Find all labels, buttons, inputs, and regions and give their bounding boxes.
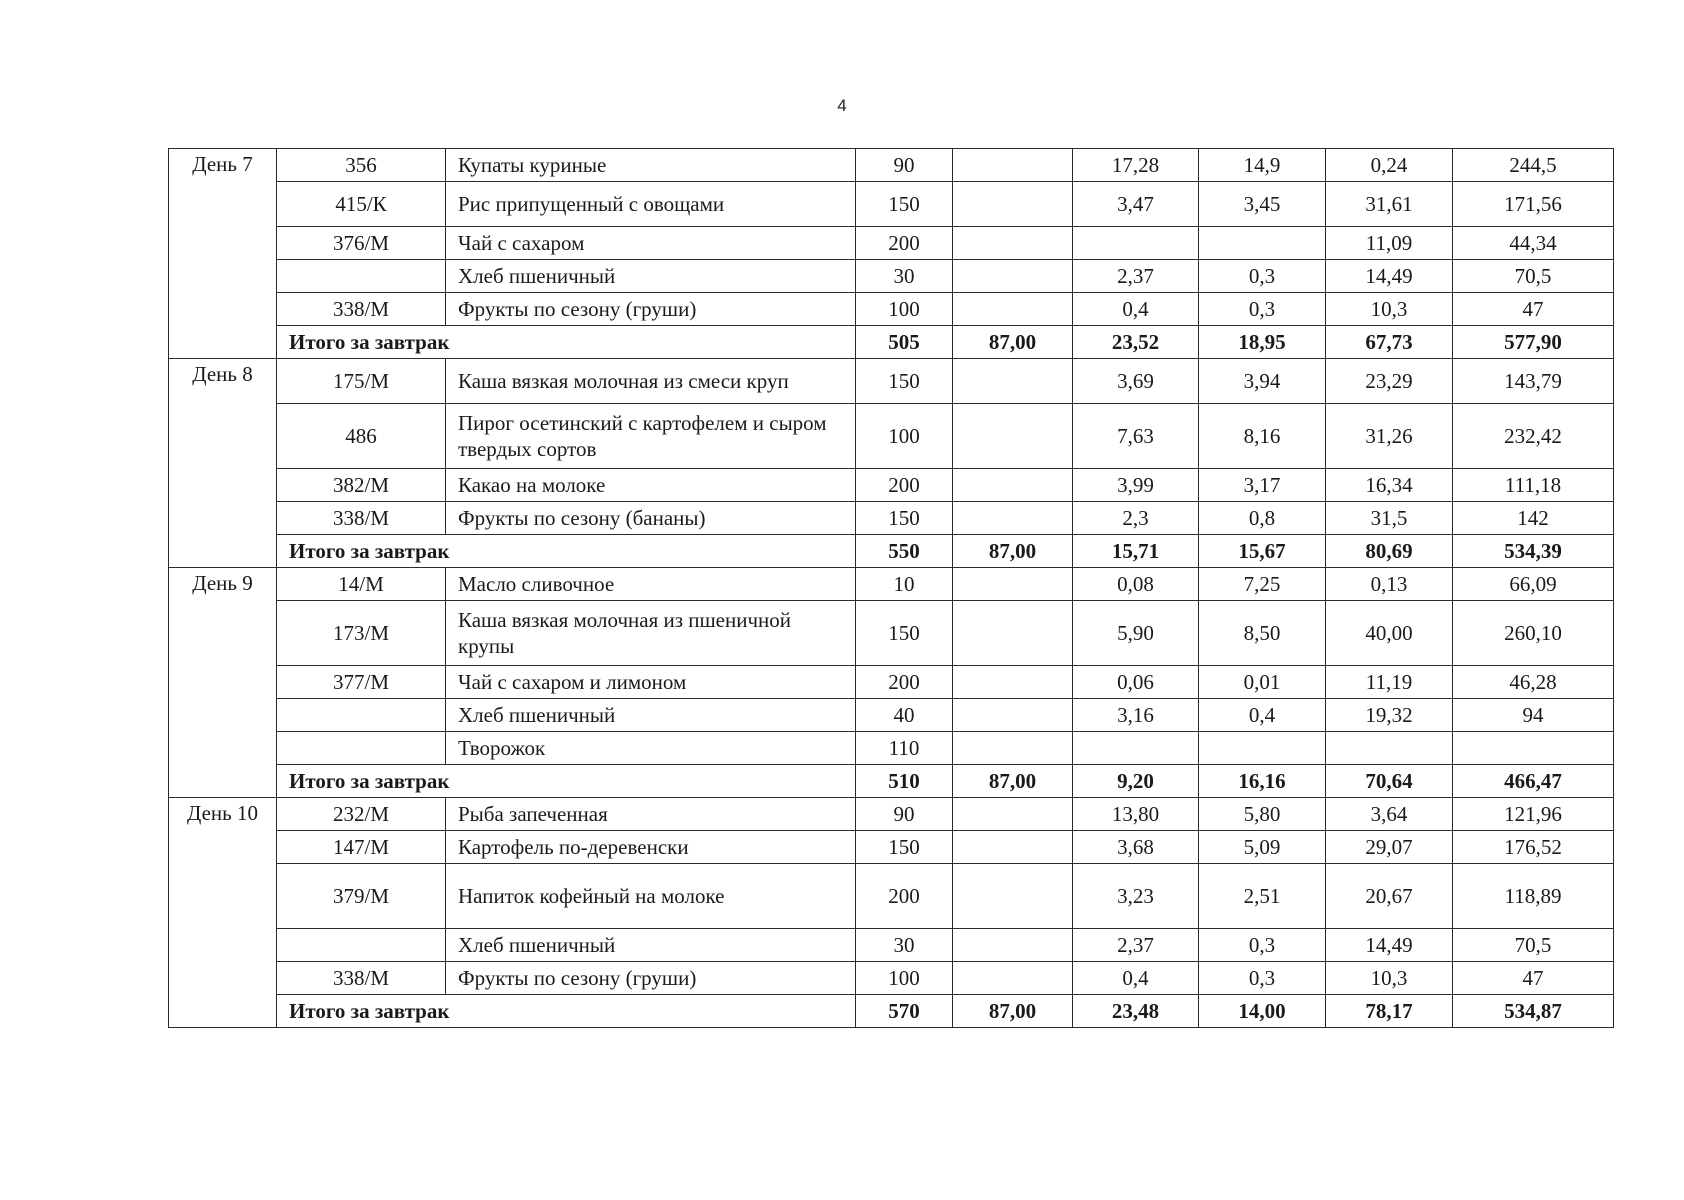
total-energy-value: 466,47 bbox=[1453, 765, 1614, 798]
total-row bbox=[169, 995, 1614, 1028]
table-row bbox=[169, 732, 1614, 765]
table-row bbox=[169, 831, 1614, 864]
total-weight: 550 bbox=[856, 535, 953, 568]
total-protein: 23,52 bbox=[1073, 326, 1199, 359]
carbs: 19,32 bbox=[1326, 699, 1453, 732]
total-price: 87,00 bbox=[953, 995, 1073, 1028]
recipe-code: 338/М bbox=[277, 962, 446, 995]
price bbox=[953, 260, 1073, 293]
dish-name: Чай с сахаром и лимоном bbox=[446, 666, 856, 699]
portion-weight: 90 bbox=[856, 149, 953, 182]
breakfast-menu-table bbox=[168, 148, 1614, 1028]
fat: 5,09 bbox=[1199, 831, 1326, 864]
page-number: 4 bbox=[837, 96, 847, 115]
protein: 3,99 bbox=[1073, 469, 1199, 502]
protein: 7,63 bbox=[1073, 404, 1199, 469]
price bbox=[953, 929, 1073, 962]
protein: 2,37 bbox=[1073, 260, 1199, 293]
fat bbox=[1199, 227, 1326, 260]
energy-value: 171,56 bbox=[1453, 182, 1614, 227]
total-energy-value: 577,90 bbox=[1453, 326, 1614, 359]
dish-name: Картофель по-деревенски bbox=[446, 831, 856, 864]
total-fat: 14,00 bbox=[1199, 995, 1326, 1028]
table-row bbox=[169, 864, 1614, 929]
table-row bbox=[169, 798, 1614, 831]
portion-weight: 10 bbox=[856, 568, 953, 601]
protein: 17,28 bbox=[1073, 149, 1199, 182]
recipe-code: 377/М bbox=[277, 666, 446, 699]
energy-value: 176,52 bbox=[1453, 831, 1614, 864]
recipe-code: 232/М bbox=[277, 798, 446, 831]
carbs: 23,29 bbox=[1326, 359, 1453, 404]
total-weight: 510 bbox=[856, 765, 953, 798]
price bbox=[953, 699, 1073, 732]
table-row bbox=[169, 568, 1614, 601]
total-price: 87,00 bbox=[953, 535, 1073, 568]
day-label: День 7 bbox=[169, 149, 277, 359]
energy-value: 70,5 bbox=[1453, 260, 1614, 293]
carbs bbox=[1326, 732, 1453, 765]
total-carbs: 70,64 bbox=[1326, 765, 1453, 798]
table-row bbox=[169, 666, 1614, 699]
total-weight: 505 bbox=[856, 326, 953, 359]
carbs: 14,49 bbox=[1326, 260, 1453, 293]
total-fat: 18,95 bbox=[1199, 326, 1326, 359]
price bbox=[953, 732, 1073, 765]
dish-name: Рис припущенный с овощами bbox=[446, 182, 856, 227]
fat: 0,3 bbox=[1199, 293, 1326, 326]
energy-value: 244,5 bbox=[1453, 149, 1614, 182]
portion-weight: 150 bbox=[856, 502, 953, 535]
table-row bbox=[169, 149, 1614, 182]
total-label: Итого за завтрак bbox=[277, 326, 856, 359]
dish-name: Хлеб пшеничный bbox=[446, 260, 856, 293]
protein: 3,23 bbox=[1073, 864, 1199, 929]
total-protein: 15,71 bbox=[1073, 535, 1199, 568]
price bbox=[953, 502, 1073, 535]
day-label: День 8 bbox=[169, 359, 277, 568]
protein bbox=[1073, 732, 1199, 765]
fat: 0,3 bbox=[1199, 929, 1326, 962]
portion-weight: 100 bbox=[856, 404, 953, 469]
energy-value: 111,18 bbox=[1453, 469, 1614, 502]
carbs: 10,3 bbox=[1326, 293, 1453, 326]
total-label: Итого за завтрак bbox=[277, 995, 856, 1028]
carbs: 10,3 bbox=[1326, 962, 1453, 995]
energy-value: 47 bbox=[1453, 962, 1614, 995]
table-row bbox=[169, 962, 1614, 995]
recipe-code: 175/М bbox=[277, 359, 446, 404]
total-fat: 15,67 bbox=[1199, 535, 1326, 568]
fat: 8,50 bbox=[1199, 601, 1326, 666]
fat: 0,3 bbox=[1199, 260, 1326, 293]
price bbox=[953, 227, 1073, 260]
total-label: Итого за завтрак bbox=[277, 535, 856, 568]
total-carbs: 78,17 bbox=[1326, 995, 1453, 1028]
portion-weight: 30 bbox=[856, 929, 953, 962]
portion-weight: 200 bbox=[856, 864, 953, 929]
recipe-code: 147/М bbox=[277, 831, 446, 864]
table-row bbox=[169, 260, 1614, 293]
price bbox=[953, 149, 1073, 182]
recipe-code: 356 bbox=[277, 149, 446, 182]
table-row bbox=[169, 929, 1614, 962]
dish-name: Купаты куриные bbox=[446, 149, 856, 182]
carbs: 0,13 bbox=[1326, 568, 1453, 601]
recipe-code: 379/М bbox=[277, 864, 446, 929]
dish-name: Каша вязкая молочная из пшеничной крупы bbox=[446, 601, 856, 666]
dish-name: Каша вязкая молочная из смеси круп bbox=[446, 359, 856, 404]
carbs: 3,64 bbox=[1326, 798, 1453, 831]
portion-weight: 150 bbox=[856, 601, 953, 666]
dish-name: Фрукты по сезону (груши) bbox=[446, 962, 856, 995]
portion-weight: 200 bbox=[856, 227, 953, 260]
protein: 13,80 bbox=[1073, 798, 1199, 831]
protein: 3,47 bbox=[1073, 182, 1199, 227]
protein: 0,4 bbox=[1073, 293, 1199, 326]
table-row bbox=[169, 227, 1614, 260]
energy-value: 47 bbox=[1453, 293, 1614, 326]
energy-value: 66,09 bbox=[1453, 568, 1614, 601]
recipe-code: 486 bbox=[277, 404, 446, 469]
price bbox=[953, 469, 1073, 502]
fat: 3,45 bbox=[1199, 182, 1326, 227]
energy-value: 260,10 bbox=[1453, 601, 1614, 666]
table-row bbox=[169, 182, 1614, 227]
total-weight: 570 bbox=[856, 995, 953, 1028]
carbs: 40,00 bbox=[1326, 601, 1453, 666]
total-protein: 23,48 bbox=[1073, 995, 1199, 1028]
recipe-code bbox=[277, 732, 446, 765]
protein: 5,90 bbox=[1073, 601, 1199, 666]
total-fat: 16,16 bbox=[1199, 765, 1326, 798]
price bbox=[953, 293, 1073, 326]
carbs: 11,19 bbox=[1326, 666, 1453, 699]
carbs: 11,09 bbox=[1326, 227, 1453, 260]
carbs: 31,5 bbox=[1326, 502, 1453, 535]
protein: 0,4 bbox=[1073, 962, 1199, 995]
day-label: День 9 bbox=[169, 568, 277, 798]
recipe-code: 338/М bbox=[277, 293, 446, 326]
carbs: 0,24 bbox=[1326, 149, 1453, 182]
dish-name: Какао на молоке bbox=[446, 469, 856, 502]
total-price: 87,00 bbox=[953, 765, 1073, 798]
dish-name: Масло сливочное bbox=[446, 568, 856, 601]
energy-value: 94 bbox=[1453, 699, 1614, 732]
dish-name: Чай с сахаром bbox=[446, 227, 856, 260]
fat bbox=[1199, 732, 1326, 765]
dish-name: Творожок bbox=[446, 732, 856, 765]
recipe-code: 173/М bbox=[277, 601, 446, 666]
recipe-code: 382/М bbox=[277, 469, 446, 502]
recipe-code: 415/К bbox=[277, 182, 446, 227]
carbs: 31,61 bbox=[1326, 182, 1453, 227]
fat: 0,8 bbox=[1199, 502, 1326, 535]
portion-weight: 40 bbox=[856, 699, 953, 732]
fat: 2,51 bbox=[1199, 864, 1326, 929]
protein: 2,37 bbox=[1073, 929, 1199, 962]
table-row bbox=[169, 469, 1614, 502]
total-row bbox=[169, 535, 1614, 568]
dish-name: Фрукты по сезону (груши) bbox=[446, 293, 856, 326]
price bbox=[953, 568, 1073, 601]
carbs: 31,26 bbox=[1326, 404, 1453, 469]
energy-value: 232,42 bbox=[1453, 404, 1614, 469]
total-energy-value: 534,87 bbox=[1453, 995, 1614, 1028]
price bbox=[953, 404, 1073, 469]
fat: 0,01 bbox=[1199, 666, 1326, 699]
recipe-code bbox=[277, 929, 446, 962]
portion-weight: 200 bbox=[856, 469, 953, 502]
table-row bbox=[169, 601, 1614, 666]
recipe-code: 376/М bbox=[277, 227, 446, 260]
fat: 7,25 bbox=[1199, 568, 1326, 601]
table-row bbox=[169, 359, 1614, 404]
table-row bbox=[169, 699, 1614, 732]
energy-value: 46,28 bbox=[1453, 666, 1614, 699]
total-protein: 9,20 bbox=[1073, 765, 1199, 798]
dish-name: Хлеб пшеничный bbox=[446, 929, 856, 962]
total-price: 87,00 bbox=[953, 326, 1073, 359]
energy-value: 70,5 bbox=[1453, 929, 1614, 962]
portion-weight: 90 bbox=[856, 798, 953, 831]
day-label: День 10 bbox=[169, 798, 277, 1028]
energy-value: 121,96 bbox=[1453, 798, 1614, 831]
total-carbs: 80,69 bbox=[1326, 535, 1453, 568]
portion-weight: 110 bbox=[856, 732, 953, 765]
table-row bbox=[169, 293, 1614, 326]
carbs: 20,67 bbox=[1326, 864, 1453, 929]
recipe-code: 338/М bbox=[277, 502, 446, 535]
price bbox=[953, 359, 1073, 404]
portion-weight: 150 bbox=[856, 831, 953, 864]
portion-weight: 150 bbox=[856, 182, 953, 227]
fat: 14,9 bbox=[1199, 149, 1326, 182]
protein: 0,08 bbox=[1073, 568, 1199, 601]
fat: 3,94 bbox=[1199, 359, 1326, 404]
dish-name: Фрукты по сезону (бананы) bbox=[446, 502, 856, 535]
portion-weight: 30 bbox=[856, 260, 953, 293]
recipe-code: 14/М bbox=[277, 568, 446, 601]
price bbox=[953, 798, 1073, 831]
recipe-code bbox=[277, 260, 446, 293]
protein: 2,3 bbox=[1073, 502, 1199, 535]
protein: 3,68 bbox=[1073, 831, 1199, 864]
dish-name: Хлеб пшеничный bbox=[446, 699, 856, 732]
fat: 5,80 bbox=[1199, 798, 1326, 831]
price bbox=[953, 831, 1073, 864]
fat: 0,3 bbox=[1199, 962, 1326, 995]
total-carbs: 67,73 bbox=[1326, 326, 1453, 359]
carbs: 29,07 bbox=[1326, 831, 1453, 864]
dish-name: Напиток кофейный на молоке bbox=[446, 864, 856, 929]
price bbox=[953, 666, 1073, 699]
carbs: 16,34 bbox=[1326, 469, 1453, 502]
protein: 0,06 bbox=[1073, 666, 1199, 699]
price bbox=[953, 864, 1073, 929]
price bbox=[953, 962, 1073, 995]
energy-value: 44,34 bbox=[1453, 227, 1614, 260]
portion-weight: 100 bbox=[856, 962, 953, 995]
price bbox=[953, 601, 1073, 666]
fat: 8,16 bbox=[1199, 404, 1326, 469]
recipe-code bbox=[277, 699, 446, 732]
portion-weight: 150 bbox=[856, 359, 953, 404]
total-energy-value: 534,39 bbox=[1453, 535, 1614, 568]
total-row bbox=[169, 765, 1614, 798]
dish-name: Пирог осетинский с картофелем и сыром твердых сортов bbox=[446, 404, 856, 469]
fat: 0,4 bbox=[1199, 699, 1326, 732]
portion-weight: 200 bbox=[856, 666, 953, 699]
protein: 3,69 bbox=[1073, 359, 1199, 404]
total-label: Итого за завтрак bbox=[277, 765, 856, 798]
energy-value bbox=[1453, 732, 1614, 765]
dish-name: Рыба запеченная bbox=[446, 798, 856, 831]
table-row bbox=[169, 502, 1614, 535]
energy-value: 118,89 bbox=[1453, 864, 1614, 929]
total-row bbox=[169, 326, 1614, 359]
protein: 3,16 bbox=[1073, 699, 1199, 732]
energy-value: 143,79 bbox=[1453, 359, 1614, 404]
carbs: 14,49 bbox=[1326, 929, 1453, 962]
protein bbox=[1073, 227, 1199, 260]
price bbox=[953, 182, 1073, 227]
table-row bbox=[169, 404, 1614, 469]
fat: 3,17 bbox=[1199, 469, 1326, 502]
energy-value: 142 bbox=[1453, 502, 1614, 535]
portion-weight: 100 bbox=[856, 293, 953, 326]
